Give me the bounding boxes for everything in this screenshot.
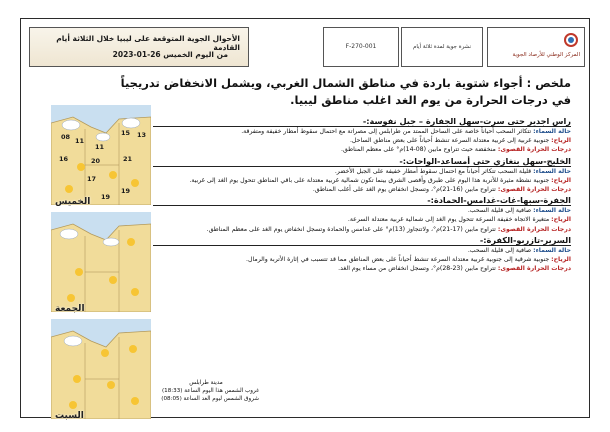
map-temp: 11 — [95, 143, 105, 151]
temp-line: درجات الحرارة القصوى: تتراوح مابين (16-21)م°، وتسجل انخفاض يوم الغد على أغلب المناطق. — [312, 186, 571, 194]
center-name: المركز الوطني للأرصاد الجوية — [512, 52, 580, 58]
region-title: راس اجدير حتى سرت-سهل الجفارة – جبل نفوسة:- — [153, 116, 571, 127]
day-label: الخميس — [55, 197, 91, 207]
temp-line: درجات الحرارة القصوى: منخفضة حيث تتراوح مابين (08-14)م° على معظم المناطق. — [341, 146, 571, 154]
summary: ملخص : أجواء شتوية باردة في مناطق الشمال الغربي، ويشمل الانخفاض تدريجياً في درجات الحرارة من يوم الغد اغلب مناطق ليبيا. — [120, 76, 571, 107]
map-temp: 20 — [91, 157, 101, 165]
sunset-time: غروب الشمس هذا اليوم الساعة (18:33) — [161, 388, 259, 394]
day-label: الجمعة — [55, 304, 85, 314]
region-title: الجفرة-سبها-غات-غدامس-الحمادة:- — [153, 195, 571, 206]
map-temp: 15 — [121, 129, 131, 137]
map-temp: 13 — [137, 131, 147, 139]
map-day-3 — [51, 319, 151, 419]
bulletin-title: نشرة جوية لمدة ثلاثة أيام — [401, 27, 483, 67]
form-code: F-270-001 — [323, 27, 399, 67]
libya-map-saturday — [51, 319, 151, 419]
map-temp: 19 — [121, 187, 131, 195]
regions-content — [153, 115, 571, 274]
wind-line: الرياح: جنوبية شرقية إلى جنوبية غربية معتدلة السرعة تنشط أحياناً على بعض المناطق مما قد تتسبب في إثارة الأتربة والرمال. — [246, 256, 571, 264]
region-title: السرير-تازربو-الكفرة:- — [153, 235, 571, 246]
map-temp: 16 — [59, 155, 69, 163]
sky-line: حالة السماء: قليلة السحب تتكاثر أحياناً مع احتمال سقوط أمطار خفيفة على الجبل الأخضر. — [334, 167, 571, 175]
map-temp: 19 — [101, 193, 111, 201]
bulletin-page — [20, 18, 590, 421]
center-logo-icon — [564, 33, 578, 47]
map-day-1 — [51, 105, 151, 205]
libya-map-thursday — [51, 105, 151, 205]
map-temp: 08 — [61, 133, 71, 141]
wind-line: الرياح: متغيرة الاتجاه خفيفة السرعة تتحول يوم الغد إلى شمالية غربية معتدلة السرعة. — [347, 216, 571, 224]
region-title: الخليج-سهل بنغازي حتى أمساعد-الواحات:- — [153, 156, 571, 167]
logo-box — [487, 27, 585, 67]
map-temp: 11 — [75, 137, 85, 145]
wind-line: الرياح: جنوبية نشطة مثيرة للأتربة هذا اليوم على طبرق وأقصى الشرق بينما تكون شمالية غربية معتدلة على باقي المناطق تتحول يوم الغد إلى غربية. — [189, 176, 571, 184]
libya-map-friday — [51, 212, 151, 312]
sky-line: حالة السماء: تتكاثر السحب أحياناً خاصة على الساحل الممتد من طرابلس إلى مصراتة مع احتمال سقوط أمطار خفيفة ومتفرقة. — [241, 128, 571, 135]
sun-city: مدينة طرابلس — [189, 380, 223, 386]
day-label: السبت — [55, 411, 84, 421]
sky-line: حالة السماء: صافية إلى قليلة السحب. — [467, 207, 571, 215]
header-box — [29, 27, 249, 67]
sunrise-time: شروق الشمس ليوم الغد الساعة (08:05) — [161, 396, 259, 402]
temp-line: درجات الحرارة القصوى: تتراوح مابين (17-21)م°، ولاتتجاوز (13)م° على غدامس والحمادة وتسجل انخفاض يوم الغد على معظم المناطق. — [206, 225, 571, 233]
sky-line: حالة السماء: صافية إلى قليلة السحب. — [467, 246, 571, 254]
temp-line: درجات الحرارة القصوى: تتراوح مابين (23-28)م°، وتسجل انخفاض من مساء يوم الغد. — [338, 265, 571, 273]
map-temp: 17 — [87, 175, 97, 183]
forecast-maps — [51, 105, 151, 426]
wind-line: الرياح: جنوبية غربية إلى غربية معتدلة السرعة تنشط أحياناً على بعض مناطق الساحل. — [349, 137, 571, 145]
header-title-line2: من اليوم الخميس 26-01-2023 — [112, 50, 228, 59]
header-title-line1: الأحوال الجوية المتوقعة على ليبيا خلال الثلاثة أيام القادمة — [56, 34, 240, 52]
map-day-2 — [51, 212, 151, 312]
map-temp: 21 — [123, 155, 133, 163]
sun-times — [153, 379, 259, 403]
